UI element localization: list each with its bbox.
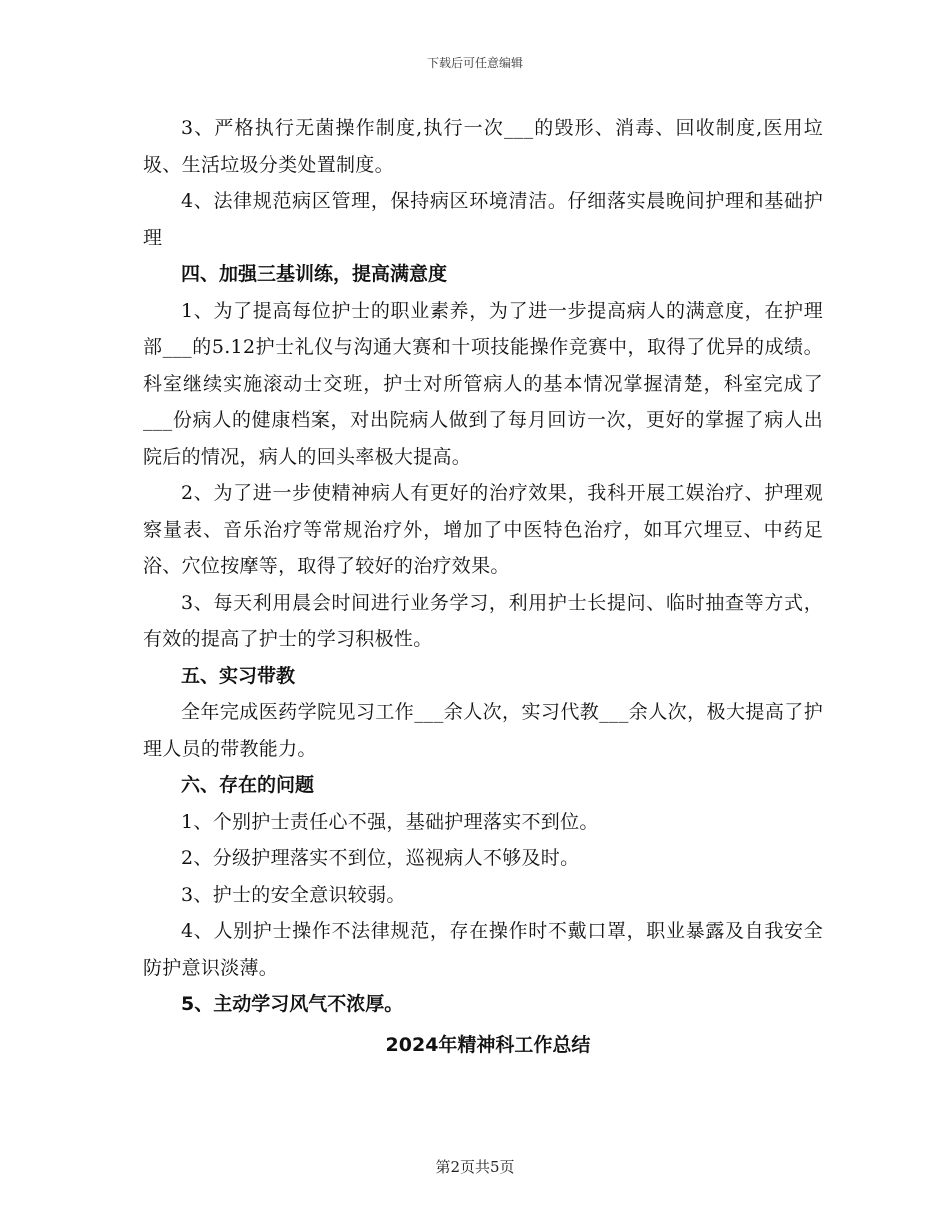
- document-body: [143, 110, 823, 1063]
- problem-item-5: 5、主动学习风气不浓厚。: [181, 993, 404, 1015]
- problem-item-3: 3、护士的安全意识较弱。: [181, 883, 406, 906]
- section-heading-problems: 六、存在的问题: [181, 774, 315, 796]
- paragraph-study: 3、每天利用晨会时间进行业务学习，利用护士长提问、临时抽查等方式，有效的提高了护士的学习积极性。: [143, 591, 823, 650]
- header-note: 下载后可任意编辑: [426, 56, 523, 70]
- paragraph-aseptic-procedure: 3、严格执行无菌操作制度,执行一次___的毁形、消毒、回收制度,医用垃圾、生活垃圾分类处置制度。: [143, 117, 823, 176]
- document-title: 2024年精神科工作总结: [385, 1033, 591, 1056]
- paragraph-internship: 全年完成医药学院见习工作___余人次，实习代教___余人次，极大提高了护理人员的带教能力。: [143, 701, 823, 760]
- problem-item-1: 1、个别护士责任心不强，基础护理落实不到位。: [181, 810, 599, 833]
- problem-item-2: 2、分级护理落实不到位，巡视病人不够及时。: [181, 847, 580, 869]
- paragraph-treatment: 2、为了进一步使精神病人有更好的治疗效果，我科开展工娱治疗、护理观察量表、音乐治疗等常规治疗外，增加了中医特色治疗，如耳穴埋豆、中药足浴、穴位按摩等，取得了较好的治疗效果。: [143, 482, 823, 577]
- page-number-footer: 第2页共5页: [435, 1158, 515, 1176]
- section-heading-training: 四、加强三基训练，提高满意度: [181, 263, 448, 285]
- section-heading-internship: 五、实习带教: [181, 664, 296, 687]
- paragraph-ward-management: 4、法律规范病区管理，保持病区环境清洁。仔细落实晨晚间护理和基础护理: [143, 190, 823, 249]
- problem-item-4: 4、人别护士操作不法律规范，存在操作时不戴口罩，职业暴露及自我安全防护意识淡薄。: [143, 920, 823, 979]
- paragraph-nurse-competition: 1、为了提高每位护士的职业素养，为了进一步提高病人的满意度，在护理部___的5.12护士礼仪与沟通大赛和十项技能操作竞赛中，取得了优异的成绩。科室继续实施滚动士交班，护士对所管病人的基本情况掌握清楚，科室完成了___份病人的健康档案，对出院病人做到了每月回访一次，更好的掌握了病人出院后的情况，病人的回头率极大提高。: [143, 299, 823, 468]
